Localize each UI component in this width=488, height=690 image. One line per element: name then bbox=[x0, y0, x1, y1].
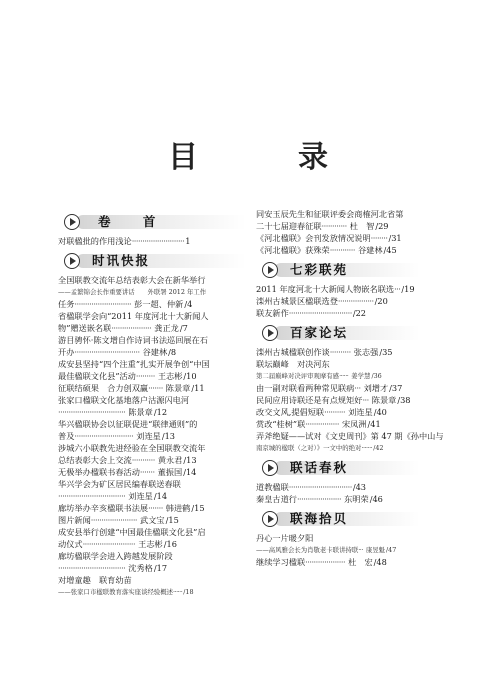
toc-entry[interactable] bbox=[58, 490, 246, 502]
page-title-char-1: 目 bbox=[168, 140, 198, 175]
entry-title: 廊坊举办辛亥楹联书法展 bbox=[58, 503, 149, 513]
entry-title: 第二届巅峰对决评审观摩有感 bbox=[256, 372, 340, 380]
toc-entry[interactable] bbox=[256, 493, 420, 505]
toc-entry[interactable] bbox=[256, 382, 420, 394]
toc-entry[interactable] bbox=[256, 532, 420, 544]
entry-title: 华兴学会为矿区居民编春联送春联 bbox=[58, 479, 181, 489]
entry-title: 总结表彰大会上交流 bbox=[58, 455, 132, 465]
leader-dots: ························· bbox=[82, 539, 136, 549]
play-arrow-icon bbox=[64, 253, 80, 269]
entry-author: 陈景章 bbox=[371, 395, 397, 405]
entry-title: 动仪式 bbox=[58, 539, 83, 549]
entry-title: 成安县举行创建“中国最佳楹联文化县”启 bbox=[58, 527, 206, 537]
play-arrow-icon bbox=[262, 460, 278, 476]
toc-entry[interactable] bbox=[58, 286, 246, 298]
entry-page-number: 1 bbox=[185, 236, 191, 246]
toc-entry[interactable] bbox=[256, 346, 420, 358]
entry-page-number: /22 bbox=[352, 308, 367, 318]
entry-title: 对联楹批的作用浅论 bbox=[58, 236, 132, 246]
entry-page-number: /7 bbox=[179, 323, 188, 333]
entry-title: 华兴楹联协会以征联促进“联律通则”的 bbox=[58, 419, 198, 429]
entry-page-number: /47 bbox=[386, 546, 397, 554]
toc-entry[interactable] bbox=[256, 283, 420, 295]
entry-title: 丹心一片暖夕阳 bbox=[256, 533, 314, 543]
leader-dots: ··················· bbox=[305, 557, 346, 567]
entry-title: 《河北楹联》会刊发放情况说明 bbox=[256, 233, 371, 243]
entry-title: ——高风雅会长为肖敬老卡联讲持联 bbox=[256, 546, 359, 554]
entry-title: 《河北楹联》获殊荣 bbox=[256, 245, 330, 255]
leader-dots: ····················· bbox=[296, 494, 342, 504]
entry-page-number: /20 bbox=[374, 296, 388, 306]
play-arrow-icon bbox=[262, 511, 278, 527]
leader-dots: ···························· bbox=[74, 431, 134, 441]
entry-page-number: /15 bbox=[191, 503, 205, 513]
toc-entry[interactable] bbox=[58, 478, 246, 490]
toc-entry[interactable] bbox=[256, 370, 420, 382]
entry-page-number: /31 bbox=[388, 233, 402, 243]
leader-dots: ············ bbox=[329, 245, 355, 255]
entry-page-number: /4 bbox=[184, 299, 193, 309]
entry-author: 刘连星 bbox=[136, 431, 161, 441]
entry-author: 宋凤洲 bbox=[341, 419, 367, 429]
entry-title: 继续学习楹联 bbox=[256, 557, 306, 567]
toc-entry[interactable] bbox=[58, 394, 246, 406]
entry-title: 弄斧绝疑——试对《文史周刊》第 47 期《孙中山与 bbox=[256, 431, 444, 441]
leader-dots: ·········· bbox=[324, 407, 346, 417]
entry-title: 赏改“桂树”联 bbox=[256, 419, 306, 429]
entry-title: ——孟繁锦会长作重要讲话 外联署 2012 年工作 bbox=[58, 288, 207, 296]
entry-title: 民间应用诗联还是有点规矩好 bbox=[256, 395, 363, 405]
leader-dots: ······· bbox=[139, 467, 155, 477]
entry-title: 2011 年度河北十大新闻人物嵌名联选 bbox=[256, 284, 395, 294]
toc-entry[interactable] bbox=[58, 406, 246, 418]
page-title-char-2: 录 bbox=[298, 140, 328, 175]
entry-author: 陈景章 bbox=[165, 383, 191, 393]
leader-dots: ··· bbox=[354, 383, 361, 393]
toc-entry[interactable] bbox=[256, 358, 420, 370]
leader-dots: ······························ bbox=[288, 482, 352, 492]
toc-entry[interactable] bbox=[256, 244, 420, 256]
toc-entry[interactable] bbox=[256, 442, 420, 454]
toc-entry[interactable] bbox=[58, 235, 246, 247]
entry-page-number: /18 bbox=[183, 588, 194, 596]
section-header bbox=[256, 458, 420, 478]
toc-entry[interactable] bbox=[58, 322, 246, 334]
leader-dots: ··· bbox=[394, 284, 401, 294]
entry-page-number: /12 bbox=[153, 407, 168, 417]
entry-author: 张志强 bbox=[353, 347, 379, 357]
play-arrow-icon bbox=[262, 325, 278, 341]
toc-left-column bbox=[58, 208, 246, 598]
toc-entry[interactable] bbox=[58, 442, 246, 454]
entry-title: 滦州古城景区楹联选登 bbox=[256, 296, 338, 306]
toc-entry[interactable] bbox=[58, 574, 246, 586]
entry-title: 普及 bbox=[58, 431, 75, 441]
entry-author: 陈景章 bbox=[128, 407, 153, 417]
section-title: 百家论坛 bbox=[290, 325, 349, 340]
toc-entry[interactable] bbox=[58, 514, 246, 526]
entry-author: 黄永君 bbox=[157, 455, 183, 465]
toc-entry[interactable] bbox=[256, 307, 420, 319]
entry-author: 康昱魁 bbox=[365, 546, 386, 554]
section-header bbox=[256, 323, 420, 343]
entry-page-number: /13 bbox=[183, 455, 197, 465]
toc-entry[interactable] bbox=[256, 556, 420, 568]
entry-title: 联友新作 bbox=[256, 308, 289, 318]
leader-dots: ··························· bbox=[74, 299, 132, 309]
entry-page-number: /17 bbox=[153, 563, 168, 573]
entry-page-number: /37 bbox=[389, 383, 403, 393]
entry-title: 成安县坚持“四个注重”扎实开展争创“中国 bbox=[58, 359, 210, 369]
leader-dots: ··· bbox=[362, 395, 369, 405]
toc-entry[interactable] bbox=[58, 526, 246, 538]
entry-page-number: /19 bbox=[401, 284, 415, 294]
entry-author: 姜学慧 bbox=[351, 372, 371, 380]
leader-dots: ······· bbox=[148, 503, 163, 513]
toc-entry[interactable] bbox=[58, 370, 246, 382]
section-title: 联话春秋 bbox=[290, 460, 349, 475]
entry-page-number: /13 bbox=[161, 431, 176, 441]
toc-entry[interactable] bbox=[58, 562, 246, 574]
leader-dots: ································ bbox=[58, 563, 126, 573]
section-title: 七彩联苑 bbox=[290, 262, 349, 277]
leader-dots: ·········· bbox=[329, 347, 351, 357]
entry-page-number: /10 bbox=[183, 371, 197, 381]
entry-page-number: /8 bbox=[168, 347, 177, 357]
toc-entry[interactable] bbox=[256, 394, 420, 406]
entry-page-number: /42 bbox=[373, 444, 384, 452]
play-arrow-icon bbox=[64, 214, 80, 230]
toc-entry[interactable] bbox=[58, 310, 246, 322]
section-header bbox=[256, 509, 420, 529]
entry-author: 龚正龙 bbox=[154, 323, 179, 333]
entry-author: 刘连星 bbox=[348, 407, 373, 417]
entry-author: 刘连星 bbox=[128, 491, 153, 501]
toc-right-column bbox=[256, 208, 444, 568]
leader-dots: ······ bbox=[339, 372, 349, 380]
entry-page-number: /41 bbox=[367, 419, 381, 429]
section-header bbox=[58, 212, 246, 232]
toc-entry[interactable] bbox=[58, 550, 246, 562]
entry-page-number: /36 bbox=[371, 372, 382, 380]
entry-title: 涉城六小联教先进经验在全国联教交流年 bbox=[58, 443, 206, 453]
leader-dots: ················ bbox=[305, 419, 339, 429]
entry-title: 任务 bbox=[58, 299, 75, 309]
toc-entry[interactable] bbox=[256, 406, 420, 418]
toc-entry[interactable] bbox=[58, 418, 246, 430]
entry-title: 南京城的楹联（之对）》一文中的绝对 bbox=[256, 444, 362, 452]
entry-title: 由一副对联看两种常见联病 bbox=[256, 383, 355, 393]
entry-author: 王志彬 bbox=[138, 539, 163, 549]
leader-dots: ······ bbox=[173, 588, 183, 596]
toc-entry[interactable] bbox=[256, 208, 420, 220]
entry-author: 谷建林 bbox=[357, 245, 383, 255]
entry-title: 秦皇古道行 bbox=[256, 494, 297, 504]
entry-title: 全国联教交流年总结表彰大会在新华举行 bbox=[58, 275, 206, 285]
entry-title: 最佳楹联文化县”活动 bbox=[58, 371, 136, 381]
toc-entry[interactable] bbox=[256, 430, 444, 442]
leader-dots: ································ bbox=[58, 491, 126, 501]
entry-author: 董振国 bbox=[157, 467, 183, 477]
entry-author: 韩进鹤 bbox=[165, 503, 191, 513]
entry-title: 同安玉辰先生和征联评委会商榷河北省第 bbox=[256, 209, 404, 219]
entry-title: ——张家口市楹联教育落实座谈经验概述 bbox=[58, 588, 174, 596]
entry-title: 无极举办楹联书春活动 bbox=[58, 467, 140, 477]
entry-title: 廊坊楹联学会进入跨越发展阶段 bbox=[58, 551, 173, 561]
entry-title: 开办 bbox=[58, 347, 75, 357]
entry-title: 征联结硕果 合力创双赢 bbox=[58, 383, 149, 393]
toc-entry[interactable] bbox=[58, 274, 246, 286]
toc-entry[interactable] bbox=[58, 298, 246, 310]
entry-title: 道教楹联 bbox=[256, 482, 289, 492]
leader-dots: ················· bbox=[337, 296, 374, 306]
entry-author: 沈秀格 bbox=[128, 563, 153, 573]
entry-title: 对增童趣 联育幼苗 bbox=[58, 575, 132, 585]
entry-title: 图片新闻 bbox=[58, 515, 91, 525]
entry-title: 省楹联学会向“2011 年度河北十大新闻人 bbox=[58, 311, 209, 321]
leader-dots: ··········· bbox=[131, 455, 155, 465]
toc-entry[interactable] bbox=[256, 295, 420, 307]
toc-entry[interactable] bbox=[256, 220, 420, 232]
toc-entry[interactable] bbox=[58, 358, 246, 370]
entry-author: 武文宝 bbox=[140, 515, 165, 525]
entry-page-number: /35 bbox=[379, 347, 393, 357]
entry-page-number: /29 bbox=[375, 221, 389, 231]
entry-title: 二十七届迎春征联 bbox=[256, 221, 322, 231]
leader-dots: ··· bbox=[358, 546, 363, 554]
entry-page-number: /45 bbox=[383, 245, 397, 255]
toc-entry[interactable] bbox=[256, 544, 420, 556]
leader-dots: ······· bbox=[148, 383, 163, 393]
page-title bbox=[168, 140, 328, 176]
entry-page-number: /15 bbox=[165, 515, 179, 525]
section-header bbox=[256, 260, 420, 280]
section-title: 时讯快报 bbox=[92, 253, 151, 268]
entry-page-number: /38 bbox=[397, 395, 411, 405]
leader-dots: ································ bbox=[58, 407, 126, 417]
entry-title: 联坛巅峰 对决河东 bbox=[256, 359, 330, 369]
entry-author: 王志彬 bbox=[157, 371, 183, 381]
play-arrow-icon bbox=[262, 262, 278, 278]
entry-page-number: /14 bbox=[183, 467, 197, 477]
toc-entry[interactable] bbox=[58, 466, 246, 478]
section-header bbox=[58, 251, 246, 271]
toc-entry[interactable] bbox=[58, 346, 246, 358]
entry-author: 刘增才 bbox=[363, 383, 389, 393]
entry-page-number: /16 bbox=[163, 539, 177, 549]
entry-title: 物”赠送嵌名联 bbox=[58, 323, 112, 333]
entry-title: 张家口楹联文化基地落户沽源闪电河 bbox=[58, 395, 190, 405]
entry-page-number: /11 bbox=[191, 383, 205, 393]
leader-dots: ········ bbox=[370, 233, 388, 243]
entry-title: 游目骋怀·陈文增自作诗词书法巡回展在石 bbox=[58, 335, 208, 345]
entry-page-number: /40 bbox=[373, 407, 387, 417]
entry-title: 改交文风,提倡短联 bbox=[256, 407, 325, 417]
entry-page-number: /43 bbox=[352, 482, 367, 492]
toc-entry[interactable] bbox=[58, 382, 246, 394]
entry-page-number: /48 bbox=[373, 557, 387, 567]
leader-dots: ············ bbox=[321, 221, 347, 231]
entry-page-number: /46 bbox=[369, 494, 383, 504]
entry-page-number: /14 bbox=[153, 491, 168, 501]
leader-dots: ······························ bbox=[288, 308, 352, 318]
leader-dots: ········· bbox=[135, 371, 155, 381]
entry-title: 滦州古城楹联创作谈 bbox=[256, 347, 330, 357]
entry-author: 彭一超、仲新 bbox=[134, 299, 184, 309]
leader-dots: ······················ bbox=[90, 515, 138, 525]
entry-author: 谷建林 bbox=[142, 347, 168, 357]
leader-dots: ······························· bbox=[74, 347, 140, 357]
toc-entry[interactable] bbox=[256, 418, 420, 430]
toc-entry[interactable] bbox=[58, 586, 246, 598]
leader-dots: ··················· bbox=[111, 323, 152, 333]
toc-entry[interactable] bbox=[58, 334, 246, 346]
toc-entry[interactable] bbox=[256, 481, 420, 493]
section-title: 卷 首 bbox=[98, 214, 170, 229]
toc-entry[interactable] bbox=[58, 502, 246, 514]
toc-entry[interactable] bbox=[58, 454, 246, 466]
toc-entry[interactable] bbox=[58, 430, 246, 442]
section-title: 联海拾贝 bbox=[290, 511, 349, 526]
toc-entry[interactable] bbox=[58, 538, 246, 550]
toc-entry[interactable] bbox=[256, 232, 420, 244]
entry-author: 杜 宏 bbox=[348, 557, 373, 567]
entry-author: 东明荣 bbox=[344, 494, 369, 504]
leader-dots: ························· bbox=[131, 236, 185, 246]
leader-dots: ······· bbox=[361, 444, 373, 452]
entry-author: 杜 智 bbox=[349, 221, 375, 231]
